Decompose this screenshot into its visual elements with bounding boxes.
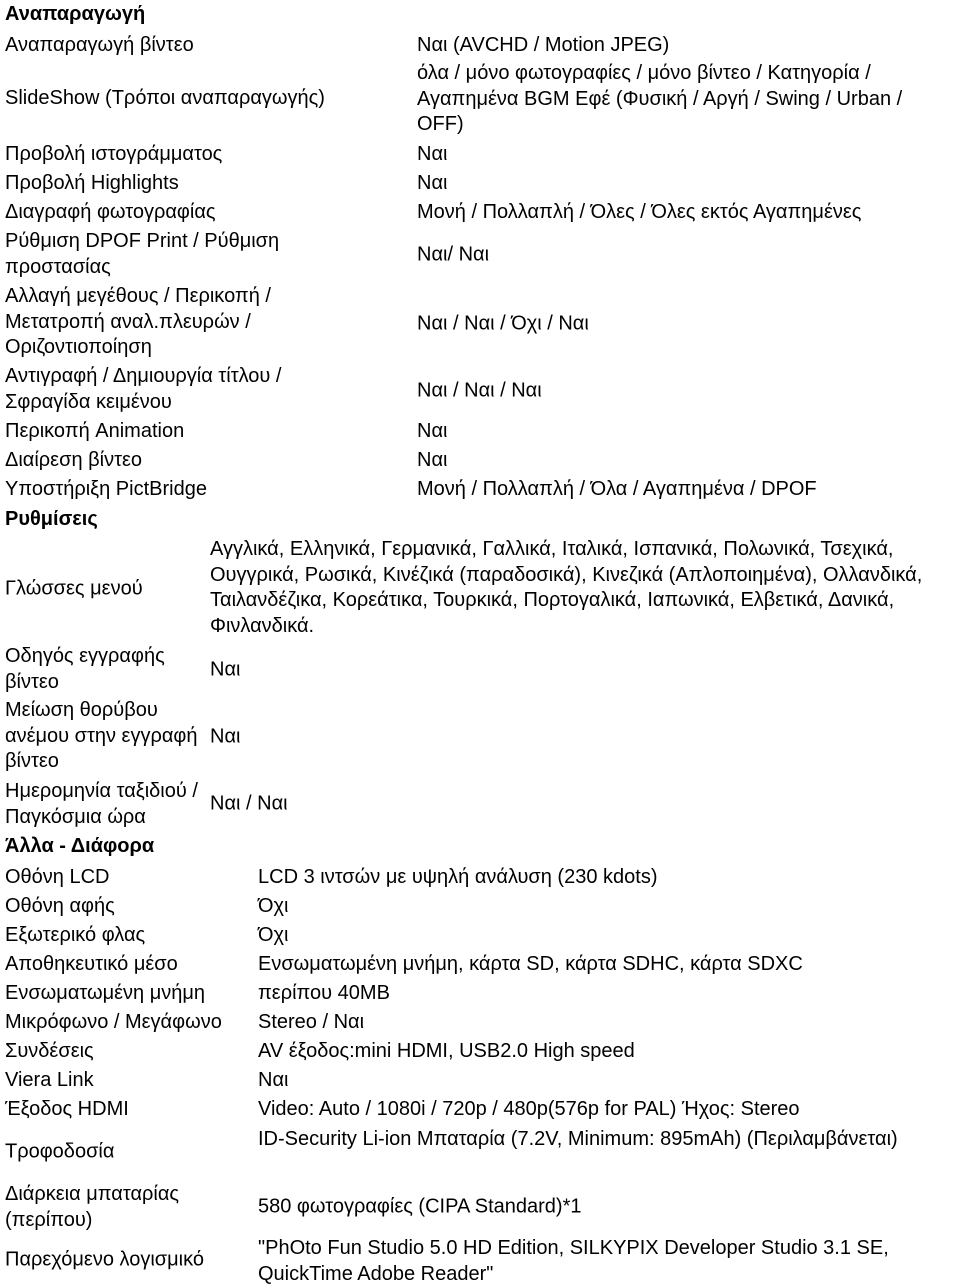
spec-value: Ναι	[210, 658, 241, 681]
spec-row	[0, 198, 960, 227]
spec-row	[0, 227, 960, 283]
spec-value: Ναι/ Ναι	[417, 243, 490, 266]
spec-label: Παρεχόμενο λογισμικό	[5, 1248, 204, 1271]
spec-label: Διάρκεια μπαταρίας (περίπου)	[5, 1183, 180, 1231]
spec-label: Τροφοδοσία	[5, 1140, 115, 1163]
spec-value: Ναι	[417, 420, 448, 442]
spec-row	[0, 1038, 960, 1067]
spec-value: 580 φωτογραφίες (CIPA Standard)*1	[258, 1195, 582, 1218]
spec-value: Ναι	[258, 1069, 289, 1091]
spec-label: Προβολή Highlights	[5, 172, 179, 194]
spec-row	[0, 1234, 960, 1286]
spec-value: περίπου 40MB	[258, 982, 390, 1004]
spec-value: Όχι	[258, 924, 289, 946]
spec-value: Ναι	[210, 725, 241, 748]
spec-value: Αγγλικά, Ελληνικά, Γερμανικά, Γαλλικά, Ιταλικά, Ισπανικά, Πολωνικά, Τσεχικά, Ουγγρικά, Ρωσικά, Κινέζικά (παραδοσικά), Κινεζικά (Απλοποιημένα), Ολλανδικά, Ταιλανδέζικα, Κορεάτικα, Τουρκικά, Πορτογαλικά, Ιαπωνικά, Ελβετικά, Δανικά, Φινλανδικά.	[210, 538, 923, 637]
spec-value: ID-Security Li-ion Μπαταρία (7.2V, Minimum: 895mAh) (Περιλαμβάνεται)	[258, 1128, 898, 1150]
spec-label: Προβολή ιστογράμματος	[5, 143, 223, 165]
spec-label: Αναπαραγωγή βίντεο	[5, 34, 194, 56]
spec-row	[0, 1096, 960, 1125]
spec-value: LCD 3 ιντσών με υψηλή ανάλυση (230 kdots)	[258, 866, 658, 888]
spec-row	[0, 140, 960, 169]
spec-label: Οθόνη LCD	[5, 866, 110, 888]
spec-value: Stereo / Ναι	[258, 1011, 365, 1033]
spec-row	[0, 922, 960, 951]
spec-label: Περικοπή Animation	[5, 420, 185, 442]
spec-label: Διαίρεση βίντεο	[5, 449, 143, 471]
spec-row	[0, 951, 960, 980]
spec-value: AV έξοδος:mini HDMI, USB2.0 High speed	[258, 1040, 635, 1062]
spec-row	[0, 169, 960, 198]
spec-label: Συνδέσεις	[5, 1040, 94, 1062]
spec-row	[0, 1067, 960, 1096]
spec-row	[0, 447, 960, 476]
section-title-settings: Ρυθμίσεις	[5, 508, 98, 530]
spec-label: Οθόνη αφής	[5, 895, 115, 917]
spec-label: Υποστήριξη PictBridge	[5, 478, 207, 500]
spec-value: όλα / μόνο φωτογραφίες / μόνο βίντεο / Κατηγορία / Αγαπημένα BGM Εφέ (Φυσική / Αργή / Swing / Urban / OFF)	[417, 62, 903, 135]
spec-row	[0, 283, 960, 364]
spec-row	[0, 1180, 960, 1234]
spec-row	[0, 364, 960, 418]
section-title-playback: Αναπαραγωγή	[5, 3, 146, 25]
spec-label: Αλλαγή μεγέθους / Περικοπή / Μετατροπή αναλ.πλευρών / Οριζοντιοποίηση	[5, 285, 271, 358]
spec-row	[0, 980, 960, 1009]
spec-label: Ημερομηνία ταξιδιού / Παγκόσμια ώρα	[5, 780, 198, 828]
spec-value: Ναι / Ναι / Ναι	[417, 379, 542, 402]
spec-label: SlideShow (Τρόποι αναπαραγωγής)	[5, 87, 325, 109]
spec-row	[0, 476, 960, 505]
spec-row	[0, 418, 960, 447]
spec-row	[0, 536, 960, 642]
spec-row	[0, 31, 960, 60]
spec-value: "PhOto Fun Studio 5.0 HD Edition, SILKYPIX Developer Studio 3.1 SE, QuickTime Adobe Reader"	[258, 1237, 889, 1285]
spec-label: Εξωτερικό φλας	[5, 924, 146, 946]
spec-row	[0, 893, 960, 922]
spec-value: Ναι	[417, 449, 448, 471]
spec-row	[0, 864, 960, 893]
spec-row	[0, 697, 960, 777]
spec-label: Αποθηκευτικό μέσο	[5, 953, 178, 975]
spec-value: Ναι (AVCHD / Motion JPEG)	[417, 34, 670, 56]
spec-value: Ναι	[417, 172, 448, 194]
spec-row	[0, 1125, 960, 1179]
spec-row	[0, 60, 960, 140]
spec-label: Αντιγραφή / Δημιουργία τίτλου / Σφραγίδα κειμένου	[5, 365, 282, 413]
spec-value: Video: Auto / 1080i / 720p / 480p(576p for PAL) Ήχος: Stereo	[258, 1098, 800, 1120]
spec-row	[0, 643, 960, 697]
spec-label: Διαγραφή φωτογραφίας	[5, 201, 216, 223]
spec-label: Viera Link	[5, 1069, 94, 1091]
spec-value: Μονή / Πολλαπλή / Όλες / Όλες εκτός Αγαπημένες	[417, 201, 862, 223]
spec-label: Μικρόφωνο / Μεγάφωνο	[5, 1011, 222, 1033]
spec-label: Έξοδος HDMI	[5, 1098, 129, 1120]
spec-value: Μονή / Πολλαπλή / Όλα / Αγαπημένα / DPOF	[417, 478, 817, 500]
spec-value: Ενσωματωμένη μνήμη, κάρτα SD, κάρτα SDHC, κάρτα SDXC	[258, 953, 803, 975]
spec-value: Ναι / Ναι / Όχι / Ναι	[417, 311, 589, 334]
spec-label: Ρύθμιση DPOF Print / Ρύθμιση προστασίας	[5, 230, 280, 278]
spec-value: Ναι	[417, 143, 448, 165]
spec-label: Οδηγός εγγραφής βίντεο	[5, 645, 165, 693]
spec-label: Μείωση θορύβου ανέμου στην εγγραφή βίντεο	[5, 699, 198, 772]
spec-row	[0, 1009, 960, 1038]
spec-value: Όχι	[258, 895, 289, 917]
spec-label: Γλώσσες μενού	[5, 577, 143, 600]
spec-label: Ενσωματωμένη μνήμη	[5, 982, 206, 1004]
spec-value: Ναι / Ναι	[210, 792, 288, 815]
section-title-other: Άλλα - Διάφορα	[5, 835, 155, 857]
spec-row	[0, 777, 960, 831]
